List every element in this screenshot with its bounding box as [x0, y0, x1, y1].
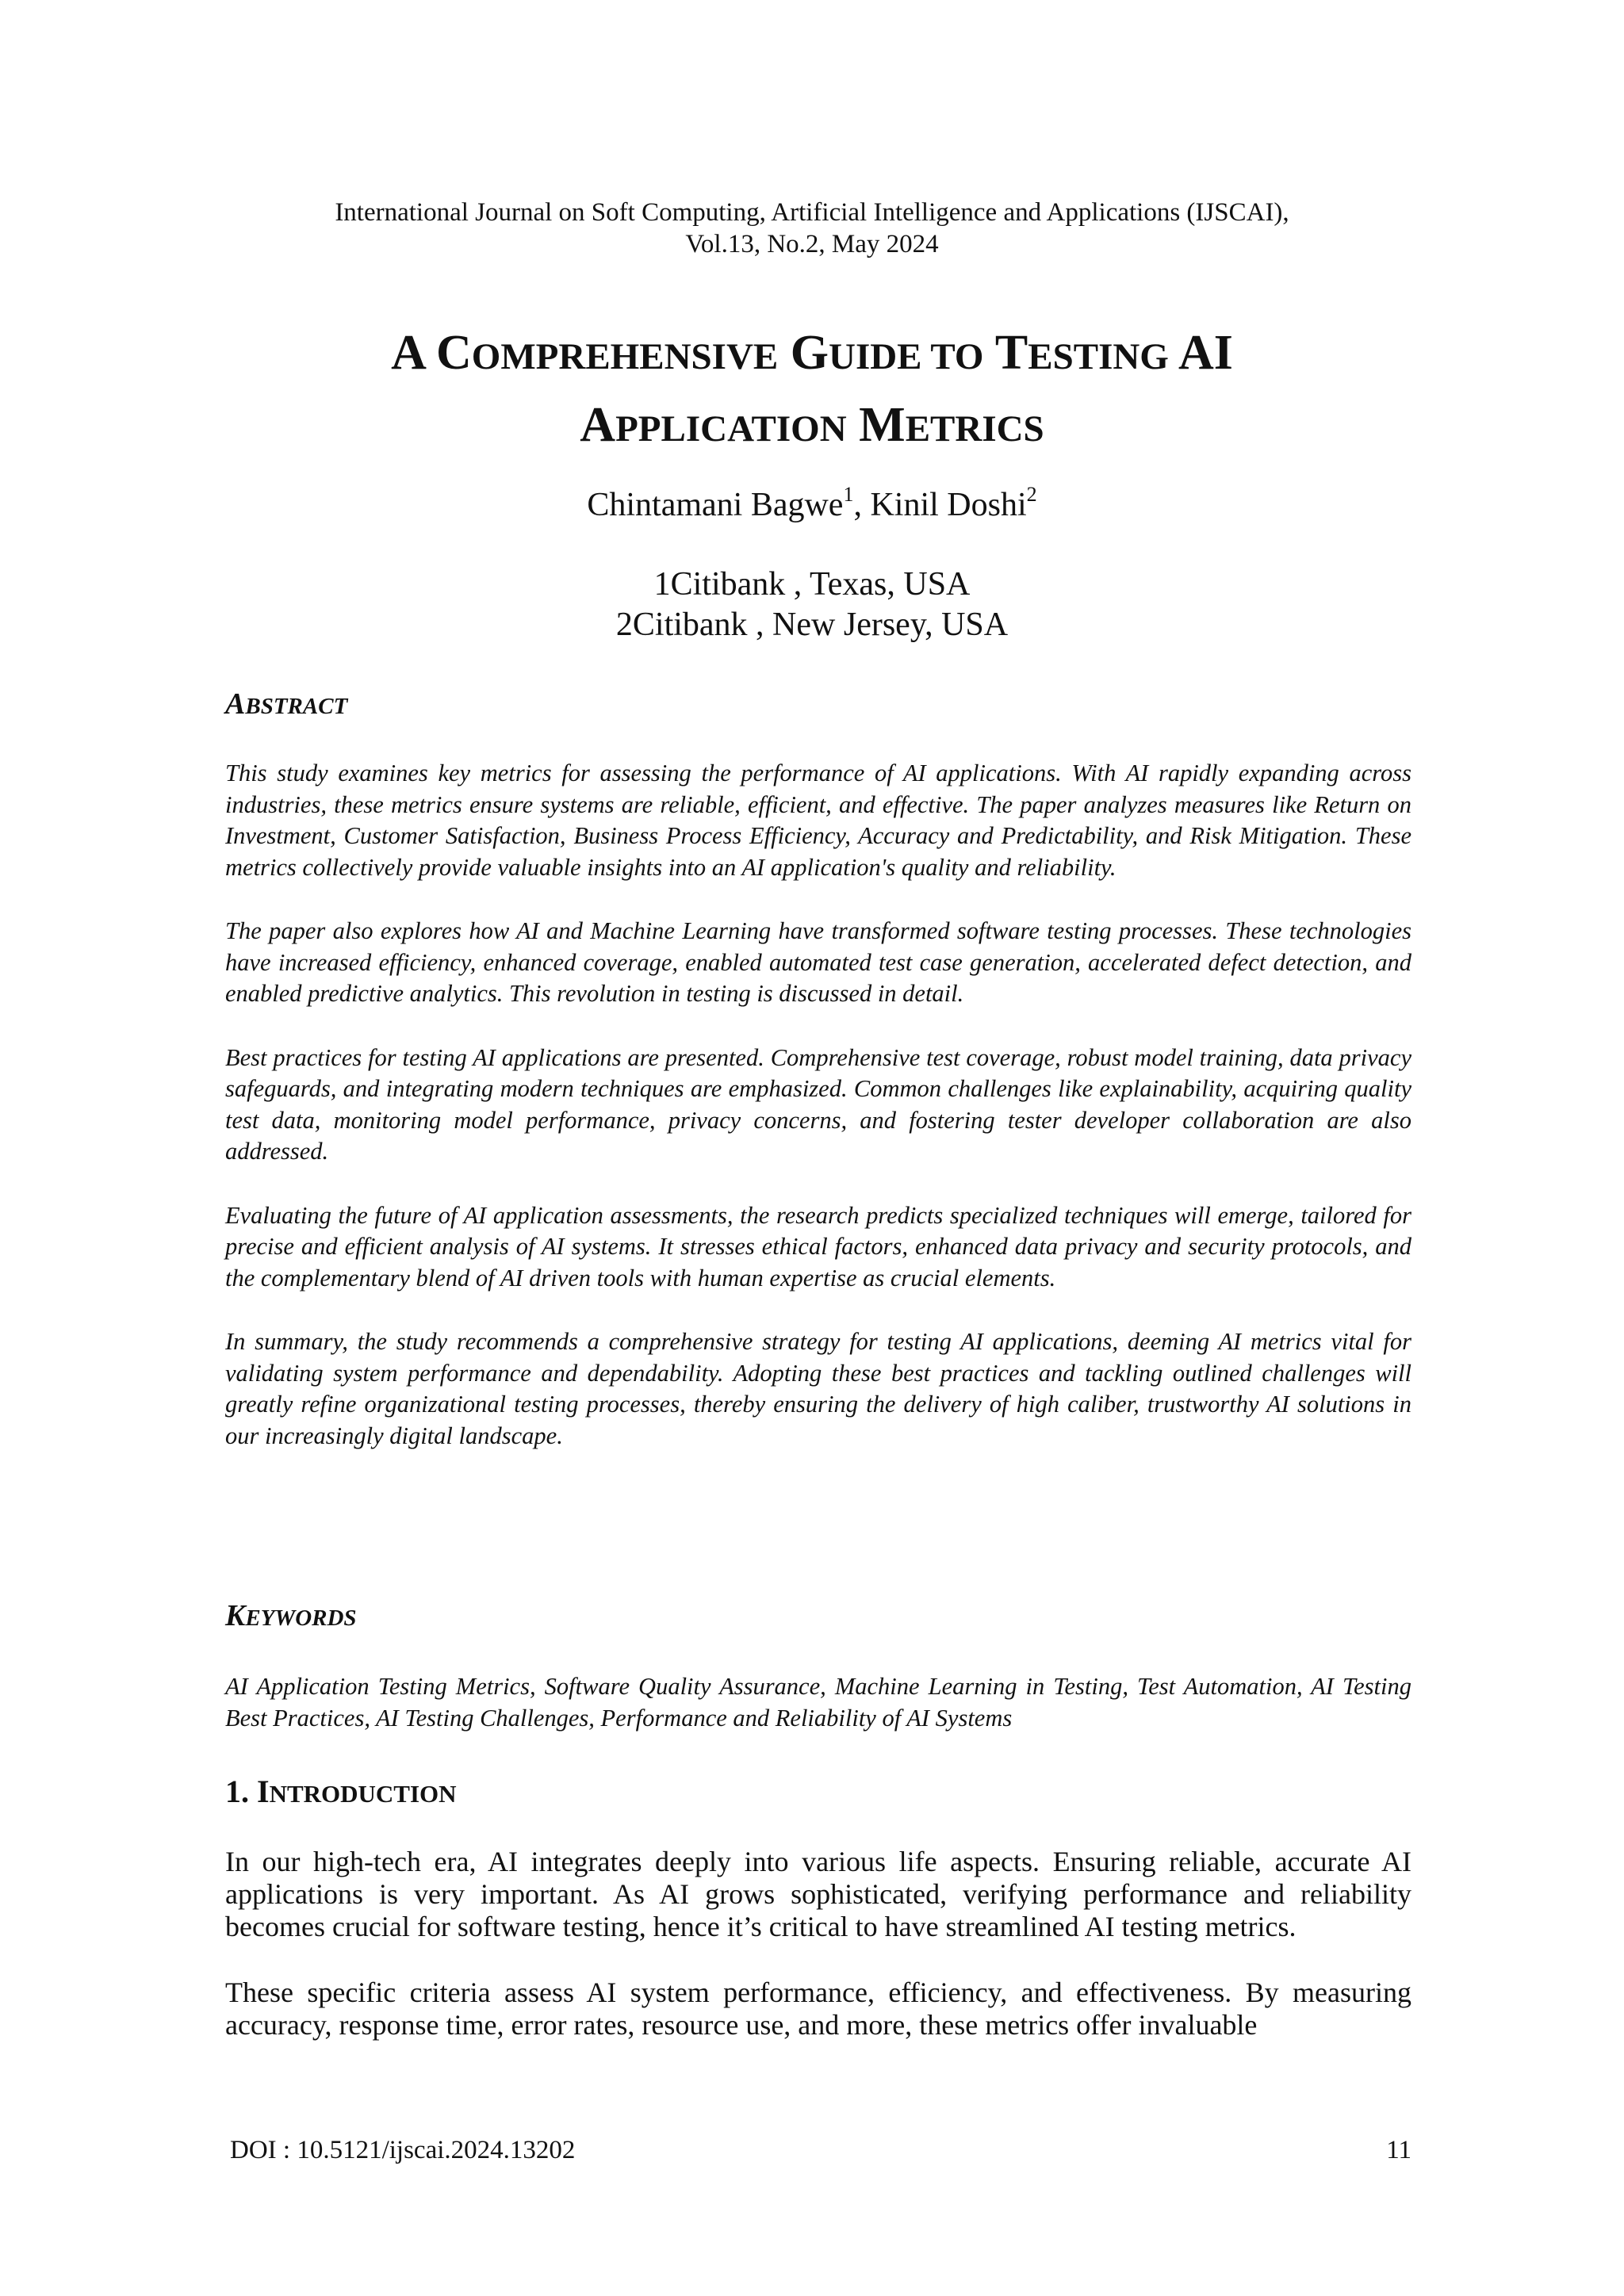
keywords-heading	[225, 1598, 357, 1633]
affiliation-2: 2Citibank , New Jersey, USA	[615, 607, 1009, 643]
title-word-rest: ESTING	[1028, 336, 1169, 377]
introduction-heading	[225, 1773, 457, 1810]
affiliation-1: 1Citibank , Texas, USA	[653, 566, 971, 603]
author-separator: ,	[853, 487, 871, 523]
title-word-cap: A	[391, 326, 424, 380]
title-word-rest: UIDE TO	[829, 336, 984, 377]
abstract-paragraph: Best practices for testing AI applications are presented. Comprehensive test coverage, robust model training, data privacy safeguards, and integrating modern techniques are emphasized. Common challenges like explainability, acquiring quality test data, monitoring model performance, privacy concerns, and fostering tester developer collaboration are also addressed.	[225, 1043, 1411, 1165]
abstract-heading	[225, 687, 347, 721]
journal-header-line1: International Journal on Soft Computing, Artificial Intelligence and Applications (IJSCAI),	[335, 198, 1289, 227]
title-word-cap: M	[859, 398, 906, 452]
author-name: Kinil Doshi	[870, 487, 1027, 523]
title-word-cap: AI	[1178, 326, 1233, 380]
title-word-rest: OMPREHENSIVE	[471, 336, 779, 377]
title-word-rest: PPLICATION	[615, 408, 847, 450]
page-number: 11	[1386, 2136, 1411, 2164]
title-line1	[225, 319, 1399, 391]
paper-title	[225, 319, 1399, 463]
abstract-paragraph: This study examines key metrics for assessing the performance of AI applications. With AI rapidly expanding across industries, these metrics ensure systems are reliable, efficient, and effective. The paper analyzes measures like Return on Investment, Customer Satisfaction, Business Process Efficiency, Accuracy and Predictability, and Risk Mitigation. These metrics collectively provide valuable insights into an AI application's quality and reliability.	[225, 760, 1411, 881]
heading-rest: NTRODUCTION	[269, 1780, 457, 1808]
heading-rest: BSTRACT	[245, 694, 348, 719]
title-word-cap: G	[790, 326, 829, 380]
heading-cap: 1. I	[225, 1774, 270, 1809]
author-affiliation-marker: 2	[1026, 483, 1037, 506]
footer-doi: DOI : 10.5121/ijscai.2024.13202	[230, 2136, 576, 2164]
journal-header-line2: Vol.13, No.2, May 2024	[685, 230, 939, 258]
introduction-paragraph: These specific criteria assess AI system performance, efficiency, and effectiveness. By measuring accuracy, response time, error rates, resource use, and more, these metrics offer invaluable	[225, 1976, 1411, 2041]
title-word-cap: T	[994, 326, 1028, 380]
author-name: Chintamani Bagwe	[587, 487, 844, 523]
heading-cap: K	[225, 1599, 246, 1632]
title-word-cap: A	[580, 398, 616, 452]
title-line2	[225, 391, 1399, 463]
introduction-paragraph: In our high-tech era, AI integrates deeply into various life aspects. Ensuring reliable, accurate AI applications is very important. As AI grows sophisticated, verifying performance and reliability becomes crucial for software testing, hence it’s critical to have streamlined AI testing metrics.	[225, 1846, 1411, 1942]
journal-header	[225, 197, 1399, 260]
abstract-paragraph: In summary, the study recommends a comprehensive strategy for testing AI applications, deeming AI metrics vital for validating system performance and dependability. Adopting these best practices and tackling outlined challenges will greatly refine organizational testing processes, thereby ensuring the delivery of high caliber, trustworthy AI solutions in our increasingly digital landscape.	[225, 1328, 1411, 1449]
keywords-text: AI Application Testing Metrics, Software Quality Assurance, Machine Learning in Testing, Test Automation, AI Testing Best Practices, AI Testing Challenges, Performance and Reliability of AI Systems	[225, 1673, 1411, 1732]
affiliations	[225, 564, 1399, 645]
title-word-cap: C	[435, 326, 472, 380]
heading-cap: A	[225, 687, 246, 721]
title-word-rest: ETRICS	[905, 408, 1044, 450]
heading-rest: EYWORDS	[245, 1605, 357, 1631]
author-affiliation-marker: 1	[843, 483, 854, 506]
authors	[225, 485, 1399, 525]
abstract-body	[225, 758, 1411, 1484]
introduction-body	[225, 1846, 1411, 2075]
abstract-paragraph: The paper also explores how AI and Machine Learning have transformed software testing processes. These technologies have increased efficiency, enhanced coverage, enabled automated test case generation, accelerated defect detection, and enabled predictive analytics. This revolution in testing is discussed in detail.	[225, 917, 1411, 1007]
abstract-paragraph: Evaluating the future of AI application assessments, the research predicts specialized techniques will emerge, tailored for precise and efficient analysis of AI systems. It stresses ethical factors, enhanced data privacy and security protocols, and the complementary blend of AI driven tools with human expertise as crucial elements.	[225, 1201, 1411, 1292]
